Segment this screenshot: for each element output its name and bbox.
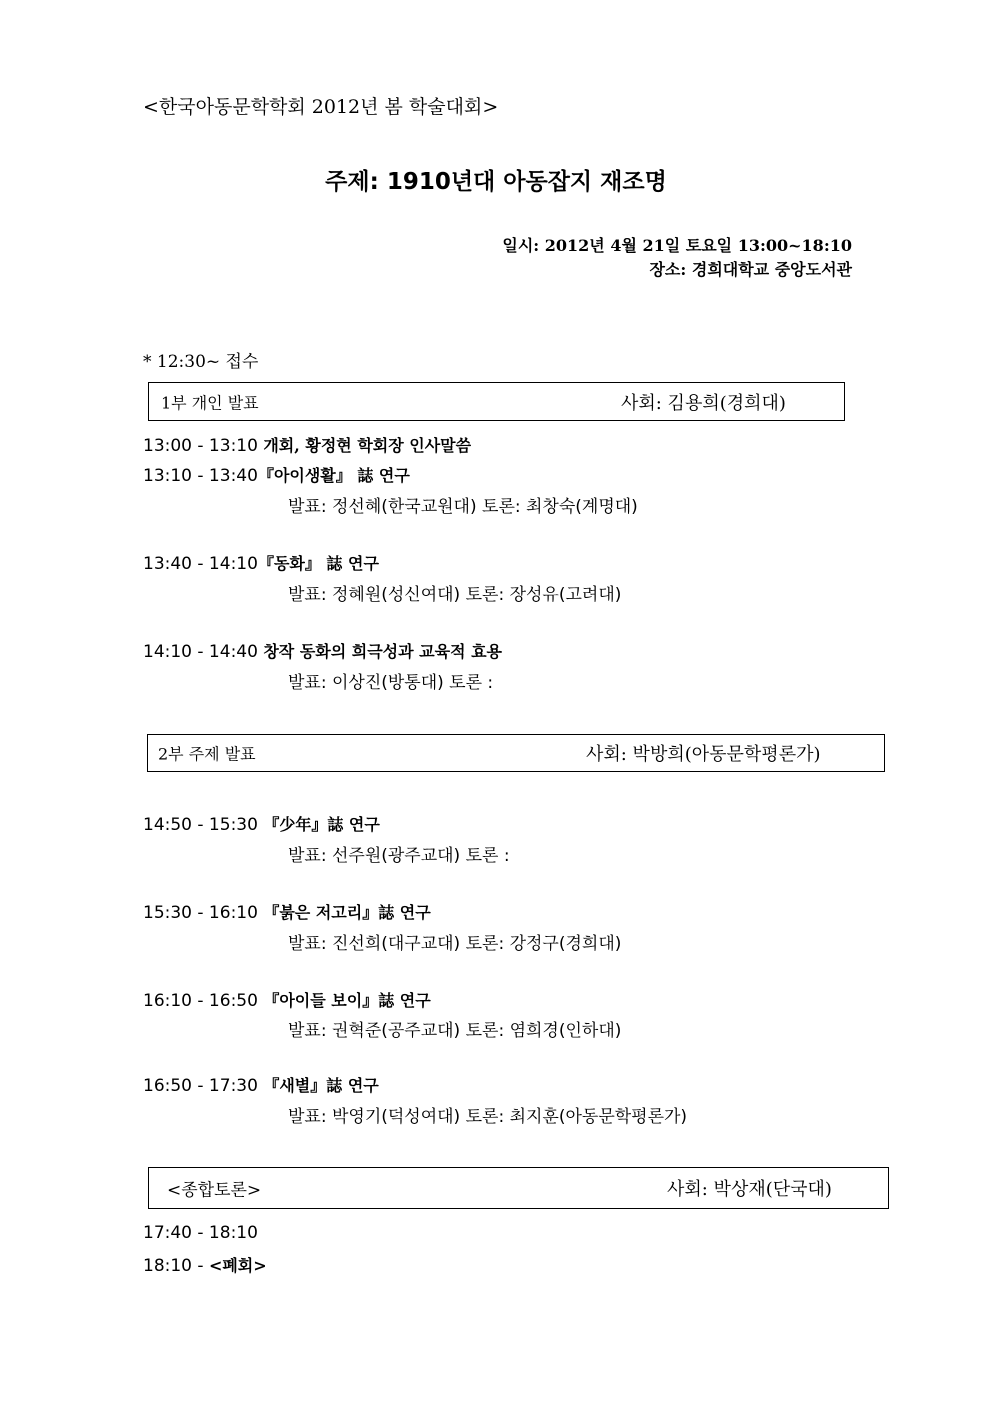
schedule-detail: 발표: 선주원(광주교대) 토론 : (288, 846, 510, 866)
schedule-time: 15:30 - 16:10 (143, 903, 258, 923)
schedule-time: 16:50 - 17:30 (143, 1076, 258, 1096)
schedule-title: 개회, 황정현 학회장 인사말씀 (263, 436, 472, 455)
schedule-time: 17:40 - 18:10 (143, 1223, 258, 1243)
page-title: 주제: 1910년대 아동잡지 재조명 (325, 169, 667, 195)
schedule-row (143, 1223, 258, 1243)
session3-box (148, 1167, 889, 1209)
schedule-time: 13:40 - 14:10 (143, 554, 258, 574)
session1-label: 1부 개인 발표 (161, 393, 259, 412)
date-line: 일시: 2012년 4월 21일 토요일 13:00~18:10 (502, 236, 852, 255)
schedule-row (143, 812, 380, 835)
schedule-row (143, 463, 410, 486)
schedule-time: 14:50 - 15:30 (143, 815, 258, 835)
schedule-title: 『붉은 저고리』誌 연구 (263, 903, 431, 922)
schedule-detail: 발표: 박영기(덕성여대) 토론: 최지훈(아동문학평론가) (288, 1107, 688, 1127)
schedule-row (143, 1073, 379, 1096)
schedule-title: 『새별』誌 연구 (263, 1076, 379, 1095)
session1-host: 사회: 김용희(경희대) (621, 392, 786, 414)
session2-label: 2부 주제 발표 (158, 744, 256, 764)
session3-host: 사회: 박상재(단국대) (667, 1179, 832, 1200)
reception-line: * 12:30~ 접수 (143, 352, 259, 372)
schedule-title: 『少年』誌 연구 (263, 815, 380, 834)
schedule-detail: 발표: 진선희(대구교대) 토론: 강정구(경희대) (288, 934, 622, 954)
schedule-time: 18:10 - (143, 1256, 204, 1276)
schedule-title: 창작 동화의 희극성과 교육적 효용 (263, 642, 503, 661)
schedule-detail: 발표: 이상진(방통대) 토론 : (288, 673, 494, 693)
session3-label: <종합토론> (167, 1180, 262, 1201)
session2-box (147, 734, 885, 772)
schedule-row (143, 551, 379, 574)
schedule-detail: 발표: 정선혜(한국교원대) 토론: 최창숙(계명대) (288, 497, 638, 517)
session2-host: 사회: 박방희(아동문학평론가) (586, 744, 821, 765)
conference-header: <한국아동문학학회 2012년 봄 학술대회> (143, 96, 499, 118)
schedule-row (143, 988, 431, 1011)
schedule-title: 『아이생활』 誌 연구 (257, 466, 410, 485)
schedule-title: 『아이들 보이』誌 연구 (263, 991, 431, 1010)
schedule-row (143, 639, 502, 662)
schedule-time: 16:10 - 16:50 (143, 991, 258, 1011)
schedule-time: 14:10 - 14:40 (143, 642, 258, 662)
schedule-row (143, 900, 431, 923)
schedule-row (143, 1253, 267, 1276)
session1-box (148, 382, 845, 421)
schedule-time: 13:00 - 13:10 (143, 436, 258, 456)
schedule-time: 13:10 - 13:40 (143, 466, 258, 486)
schedule-row (143, 433, 471, 456)
schedule-detail: 발표: 정혜원(성신여대) 토론: 장성유(고려대) (288, 585, 622, 605)
place-line: 장소: 경희대학교 중앙도서관 (649, 260, 852, 279)
schedule-detail: 발표: 권혁준(공주교대) 토론: 염희경(인하대) (288, 1021, 622, 1041)
schedule-title: <폐회> (208, 1256, 267, 1275)
schedule-title: 『동화』 誌 연구 (257, 554, 379, 573)
